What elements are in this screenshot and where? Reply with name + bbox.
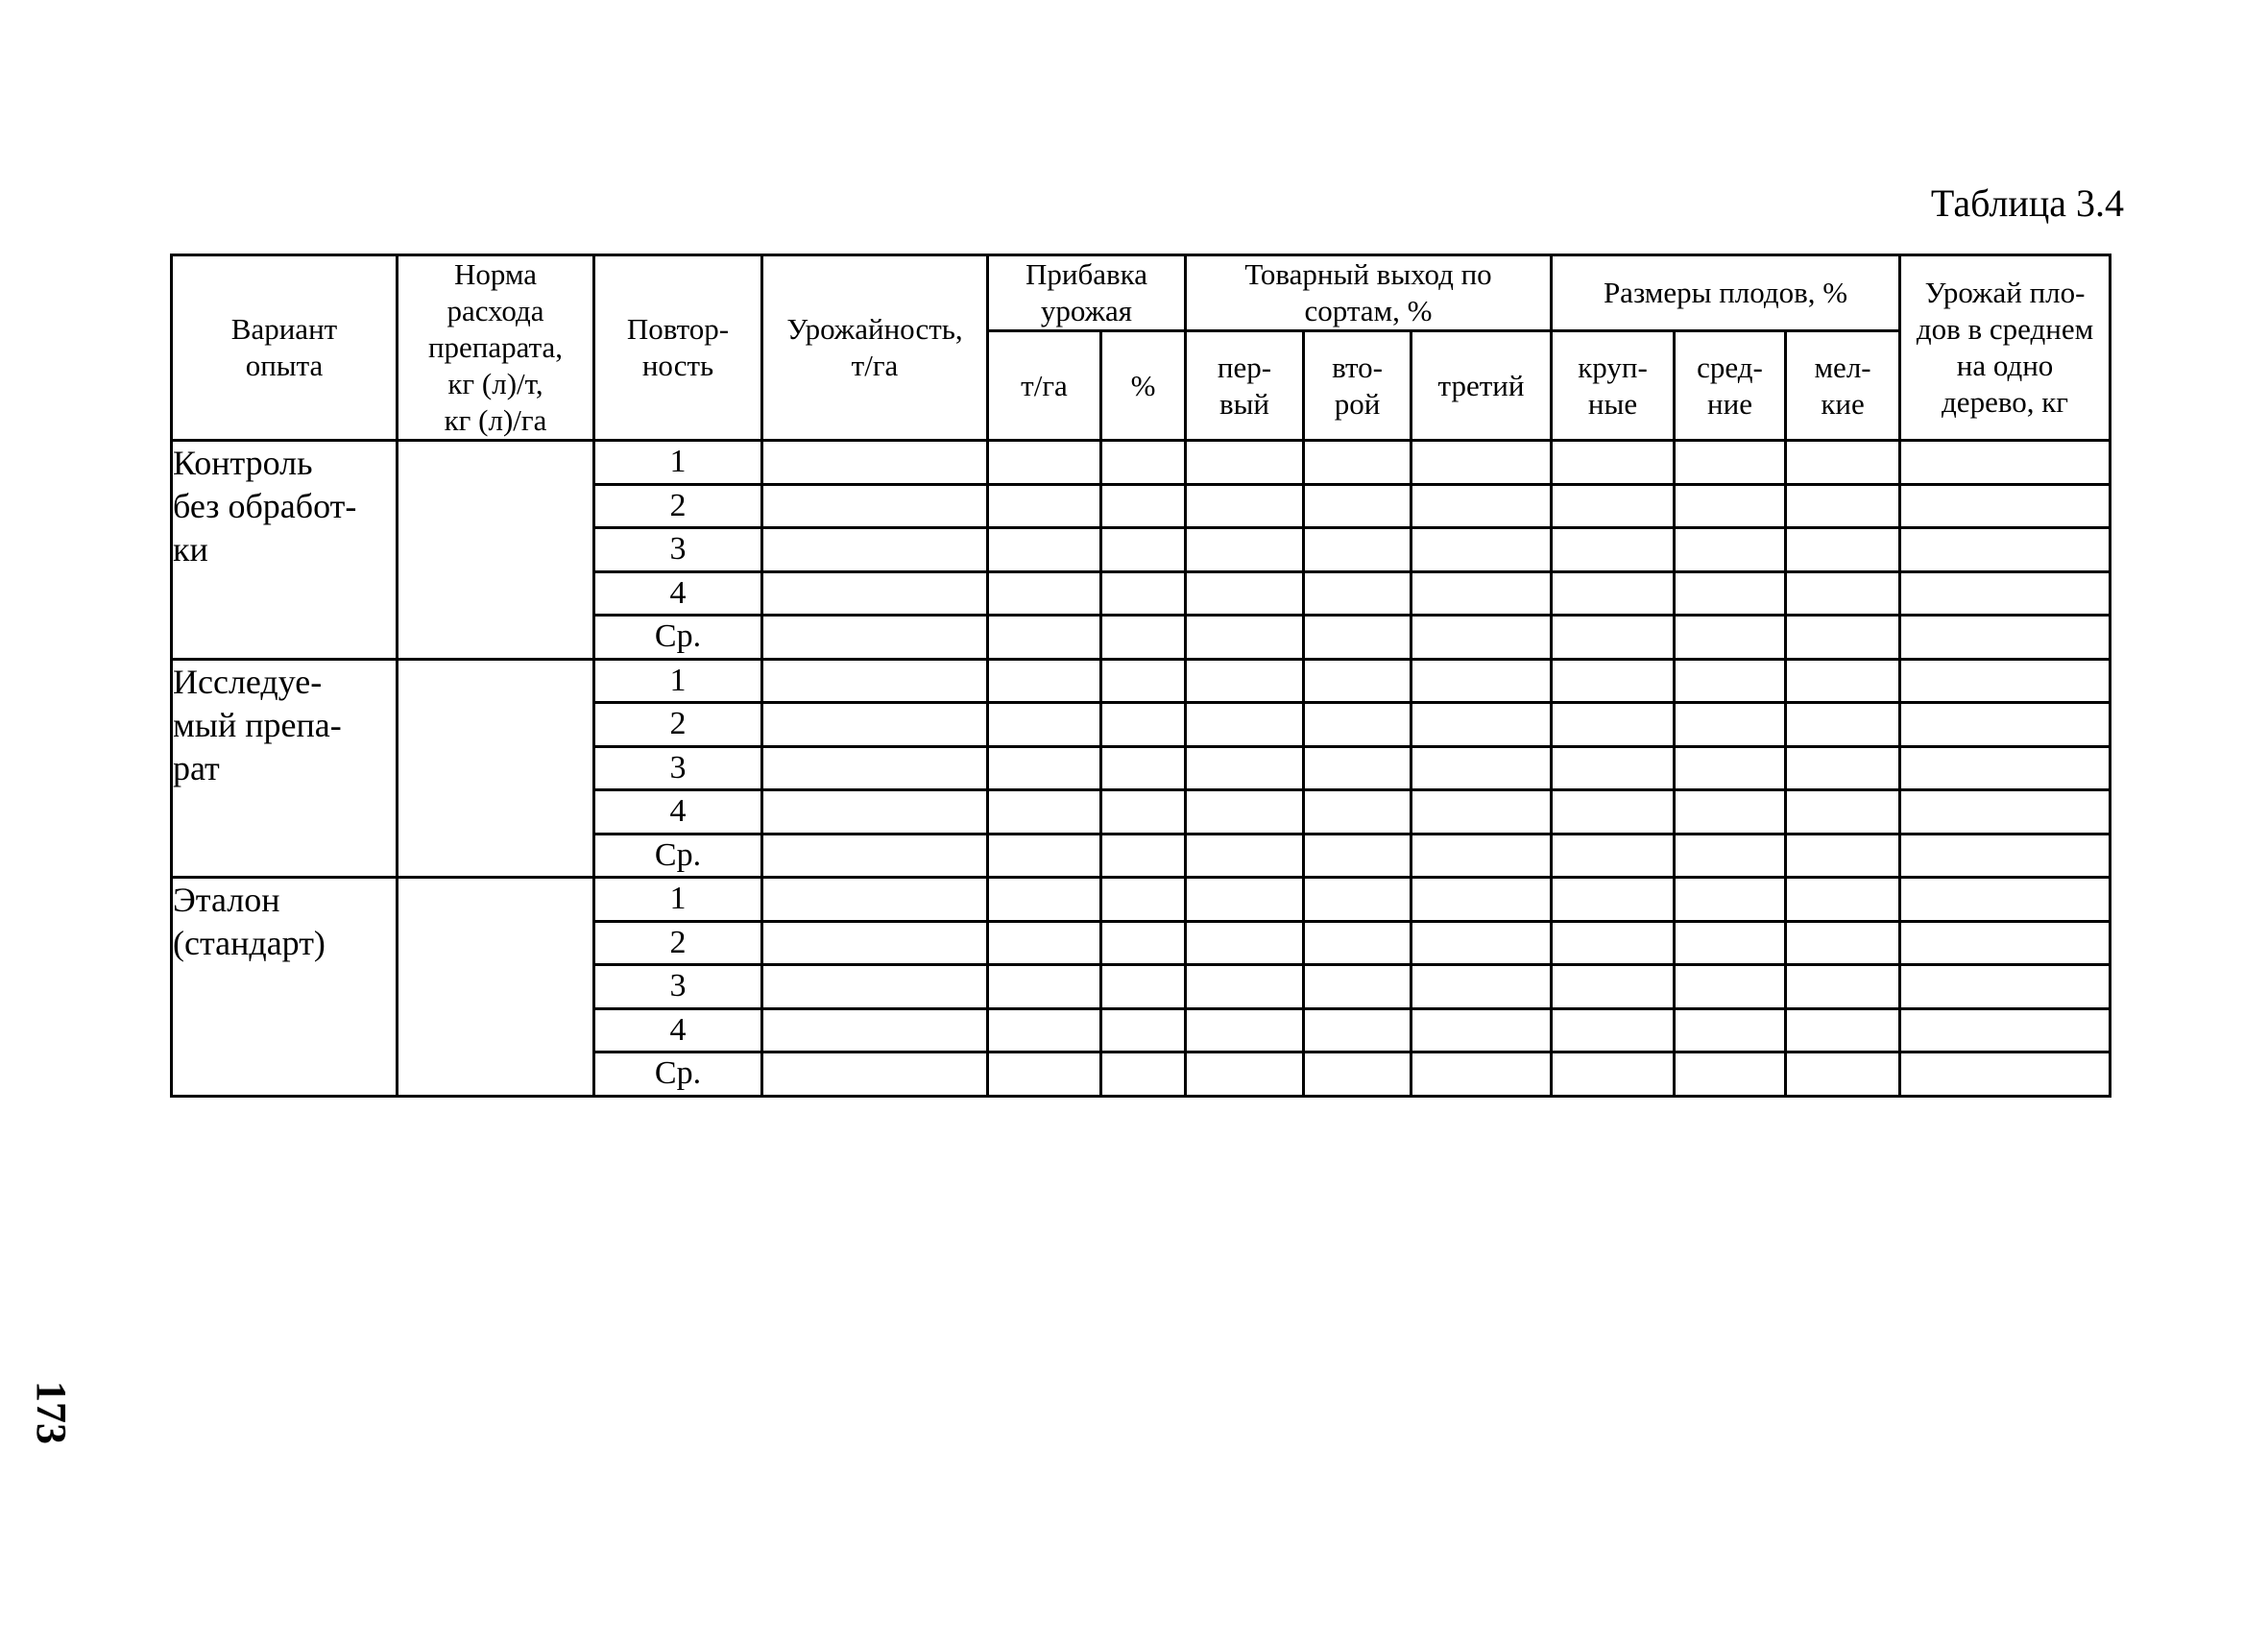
empty-cell bbox=[762, 659, 988, 703]
empty-cell bbox=[1411, 616, 1552, 660]
col-header-grade-second: вто- рой bbox=[1304, 331, 1411, 441]
empty-cell bbox=[1186, 616, 1304, 660]
empty-cell bbox=[1900, 616, 2111, 660]
empty-cell bbox=[1900, 790, 2111, 835]
empty-cell bbox=[1101, 571, 1186, 616]
empty-cell bbox=[1186, 965, 1304, 1009]
empty-cell bbox=[1552, 878, 1675, 922]
empty-cell bbox=[988, 921, 1101, 965]
empty-cell bbox=[1186, 790, 1304, 835]
empty-cell bbox=[1552, 1008, 1675, 1052]
empty-cell bbox=[762, 746, 988, 790]
empty-cell bbox=[1552, 965, 1675, 1009]
header-row bbox=[172, 255, 2111, 331]
empty-cell bbox=[1304, 484, 1411, 528]
empty-cell bbox=[762, 616, 988, 660]
repetition-cell: 3 bbox=[594, 528, 762, 572]
empty-cell bbox=[1552, 790, 1675, 835]
empty-cell bbox=[762, 1052, 988, 1097]
empty-cell bbox=[1675, 616, 1786, 660]
empty-cell bbox=[1304, 834, 1411, 878]
repetition-cell: 4 bbox=[594, 571, 762, 616]
empty-cell bbox=[1552, 616, 1675, 660]
empty-cell bbox=[1900, 484, 2111, 528]
col-header-yield: Урожайность, т/га bbox=[762, 255, 988, 441]
col-header-grade-output: Товарный выход по сортам, % bbox=[1186, 255, 1552, 331]
empty-cell bbox=[1304, 1052, 1411, 1097]
empty-cell bbox=[1304, 790, 1411, 835]
empty-cell bbox=[988, 703, 1101, 747]
empty-cell bbox=[988, 571, 1101, 616]
repetition-cell: 1 bbox=[594, 659, 762, 703]
empty-cell bbox=[1304, 528, 1411, 572]
empty-cell bbox=[1411, 1008, 1552, 1052]
empty-cell bbox=[762, 790, 988, 835]
empty-cell bbox=[1900, 1052, 2111, 1097]
empty-cell bbox=[1675, 790, 1786, 835]
col-header-increase: Прибавка урожая bbox=[988, 255, 1186, 331]
empty-cell bbox=[1411, 659, 1552, 703]
repetition-cell: 2 bbox=[594, 484, 762, 528]
data-table bbox=[170, 254, 2111, 1098]
repetition-cell: 1 bbox=[594, 441, 762, 485]
rate-cell bbox=[398, 441, 594, 660]
empty-cell bbox=[1786, 834, 1900, 878]
empty-cell bbox=[762, 1008, 988, 1052]
empty-cell bbox=[1101, 441, 1186, 485]
empty-cell bbox=[1900, 878, 2111, 922]
empty-cell bbox=[1411, 746, 1552, 790]
empty-cell bbox=[1411, 834, 1552, 878]
table-header bbox=[172, 255, 2111, 441]
empty-cell bbox=[1101, 878, 1186, 922]
empty-cell bbox=[988, 528, 1101, 572]
col-header-grade-first: пер- вый bbox=[1186, 331, 1304, 441]
empty-cell bbox=[1411, 571, 1552, 616]
empty-cell bbox=[762, 484, 988, 528]
empty-cell bbox=[988, 878, 1101, 922]
empty-cell bbox=[988, 1008, 1101, 1052]
empty-cell bbox=[988, 834, 1101, 878]
empty-cell bbox=[1101, 965, 1186, 1009]
empty-cell bbox=[1552, 703, 1675, 747]
empty-cell bbox=[1675, 921, 1786, 965]
empty-cell bbox=[762, 965, 988, 1009]
empty-cell bbox=[988, 484, 1101, 528]
empty-cell bbox=[762, 441, 988, 485]
empty-cell bbox=[1675, 1052, 1786, 1097]
empty-cell bbox=[762, 571, 988, 616]
repetition-cell: Ср. bbox=[594, 1052, 762, 1097]
empty-cell bbox=[1786, 878, 1900, 922]
empty-cell bbox=[1304, 441, 1411, 485]
col-header-increase-tha: т/га bbox=[988, 331, 1101, 441]
empty-cell bbox=[1101, 659, 1186, 703]
empty-cell bbox=[1900, 528, 2111, 572]
empty-cell bbox=[762, 921, 988, 965]
empty-cell bbox=[1786, 1008, 1900, 1052]
empty-cell bbox=[1101, 790, 1186, 835]
col-header-size-large: круп- ные bbox=[1552, 331, 1675, 441]
empty-cell bbox=[1900, 571, 2111, 616]
empty-cell bbox=[1304, 616, 1411, 660]
empty-cell bbox=[1900, 921, 2111, 965]
empty-cell bbox=[1786, 484, 1900, 528]
empty-cell bbox=[1786, 703, 1900, 747]
empty-cell bbox=[988, 616, 1101, 660]
empty-cell bbox=[1101, 746, 1186, 790]
empty-cell bbox=[1304, 746, 1411, 790]
table-row bbox=[172, 878, 2111, 922]
empty-cell bbox=[762, 528, 988, 572]
empty-cell bbox=[1186, 1008, 1304, 1052]
empty-cell bbox=[1900, 659, 2111, 703]
empty-cell bbox=[762, 834, 988, 878]
empty-cell bbox=[1186, 571, 1304, 616]
empty-cell bbox=[1675, 659, 1786, 703]
empty-cell bbox=[1411, 965, 1552, 1009]
empty-cell bbox=[1675, 965, 1786, 1009]
repetition-cell: Ср. bbox=[594, 616, 762, 660]
empty-cell bbox=[1186, 528, 1304, 572]
empty-cell bbox=[1304, 571, 1411, 616]
empty-cell bbox=[1675, 878, 1786, 922]
empty-cell bbox=[988, 790, 1101, 835]
empty-cell bbox=[762, 703, 988, 747]
empty-cell bbox=[1786, 1052, 1900, 1097]
rate-cell bbox=[398, 659, 594, 878]
empty-cell bbox=[1101, 616, 1186, 660]
empty-cell bbox=[1304, 921, 1411, 965]
empty-cell bbox=[1786, 571, 1900, 616]
empty-cell bbox=[1786, 965, 1900, 1009]
empty-cell bbox=[1786, 746, 1900, 790]
empty-cell bbox=[1411, 1052, 1552, 1097]
table-caption: Таблица 3.4 bbox=[1930, 181, 2124, 225]
table-body bbox=[172, 441, 2111, 1097]
empty-cell bbox=[1675, 746, 1786, 790]
col-header-rate: Норма расхода препарата, кг (л)/т, кг (л)/га bbox=[398, 255, 594, 441]
empty-cell bbox=[1186, 484, 1304, 528]
col-header-size-medium: сред- ние bbox=[1675, 331, 1786, 441]
empty-cell bbox=[762, 878, 988, 922]
empty-cell bbox=[1101, 1008, 1186, 1052]
table-row bbox=[172, 441, 2111, 485]
variant-cell: Контроль без обработ- ки bbox=[172, 441, 398, 660]
col-header-fruit-size: Размеры плодов, % bbox=[1552, 255, 1900, 331]
empty-cell bbox=[1552, 746, 1675, 790]
empty-cell bbox=[1675, 528, 1786, 572]
empty-cell bbox=[1786, 441, 1900, 485]
empty-cell bbox=[1411, 484, 1552, 528]
repetition-cell: 4 bbox=[594, 790, 762, 835]
empty-cell bbox=[1552, 528, 1675, 572]
repetition-cell: Ср. bbox=[594, 834, 762, 878]
col-header-increase-pct: % bbox=[1101, 331, 1186, 441]
empty-cell bbox=[1411, 790, 1552, 835]
empty-cell bbox=[1900, 965, 2111, 1009]
empty-cell bbox=[1552, 659, 1675, 703]
page-number: 173 bbox=[28, 1381, 75, 1444]
empty-cell bbox=[1304, 965, 1411, 1009]
empty-cell bbox=[988, 659, 1101, 703]
empty-cell bbox=[1900, 746, 2111, 790]
empty-cell bbox=[1675, 1008, 1786, 1052]
empty-cell bbox=[988, 746, 1101, 790]
col-header-grade-third: третий bbox=[1411, 331, 1552, 441]
empty-cell bbox=[1411, 441, 1552, 485]
empty-cell bbox=[1411, 703, 1552, 747]
empty-cell bbox=[1675, 571, 1786, 616]
empty-cell bbox=[1411, 528, 1552, 572]
empty-cell bbox=[1186, 746, 1304, 790]
empty-cell bbox=[1786, 659, 1900, 703]
empty-cell bbox=[1786, 921, 1900, 965]
table-row bbox=[172, 659, 2111, 703]
empty-cell bbox=[1186, 1052, 1304, 1097]
empty-cell bbox=[1675, 441, 1786, 485]
empty-cell bbox=[1552, 571, 1675, 616]
empty-cell bbox=[1186, 659, 1304, 703]
empty-cell bbox=[1675, 703, 1786, 747]
empty-cell bbox=[1900, 703, 2111, 747]
empty-cell bbox=[1411, 921, 1552, 965]
col-header-size-small: мел- кие bbox=[1786, 331, 1900, 441]
empty-cell bbox=[988, 1052, 1101, 1097]
empty-cell bbox=[1304, 878, 1411, 922]
variant-cell: Исследуе- мый препа- рат bbox=[172, 659, 398, 878]
repetition-cell: 3 bbox=[594, 746, 762, 790]
repetition-cell: 2 bbox=[594, 703, 762, 747]
empty-cell bbox=[1186, 921, 1304, 965]
empty-cell bbox=[1552, 441, 1675, 485]
rate-cell bbox=[398, 878, 594, 1097]
empty-cell bbox=[1552, 484, 1675, 528]
empty-cell bbox=[1552, 1052, 1675, 1097]
empty-cell bbox=[1552, 921, 1675, 965]
empty-cell bbox=[1101, 528, 1186, 572]
empty-cell bbox=[1900, 1008, 2111, 1052]
col-header-per-tree: Урожай пло- дов в среднем на одно дерево, кг bbox=[1900, 255, 2111, 441]
empty-cell bbox=[1786, 528, 1900, 572]
empty-cell bbox=[1411, 878, 1552, 922]
empty-cell bbox=[1675, 484, 1786, 528]
empty-cell bbox=[1304, 659, 1411, 703]
empty-cell bbox=[1101, 703, 1186, 747]
empty-cell bbox=[1304, 1008, 1411, 1052]
repetition-cell: 3 bbox=[594, 965, 762, 1009]
empty-cell bbox=[1101, 921, 1186, 965]
empty-cell bbox=[1900, 441, 2111, 485]
repetition-cell: 1 bbox=[594, 878, 762, 922]
empty-cell bbox=[1186, 878, 1304, 922]
empty-cell bbox=[1786, 616, 1900, 660]
col-header-variant: Вариант опыта bbox=[172, 255, 398, 441]
empty-cell bbox=[1186, 703, 1304, 747]
empty-cell bbox=[1786, 790, 1900, 835]
empty-cell bbox=[1304, 703, 1411, 747]
empty-cell bbox=[1186, 441, 1304, 485]
empty-cell bbox=[1186, 834, 1304, 878]
empty-cell bbox=[1101, 484, 1186, 528]
variant-cell: Эталон (стандарт) bbox=[172, 878, 398, 1097]
empty-cell bbox=[1101, 1052, 1186, 1097]
repetition-cell: 2 bbox=[594, 921, 762, 965]
empty-cell bbox=[1552, 834, 1675, 878]
empty-cell bbox=[988, 965, 1101, 1009]
empty-cell bbox=[1675, 834, 1786, 878]
empty-cell bbox=[988, 441, 1101, 485]
col-header-repetition: Повтор- ность bbox=[594, 255, 762, 441]
empty-cell bbox=[1101, 834, 1186, 878]
repetition-cell: 4 bbox=[594, 1008, 762, 1052]
empty-cell bbox=[1900, 834, 2111, 878]
